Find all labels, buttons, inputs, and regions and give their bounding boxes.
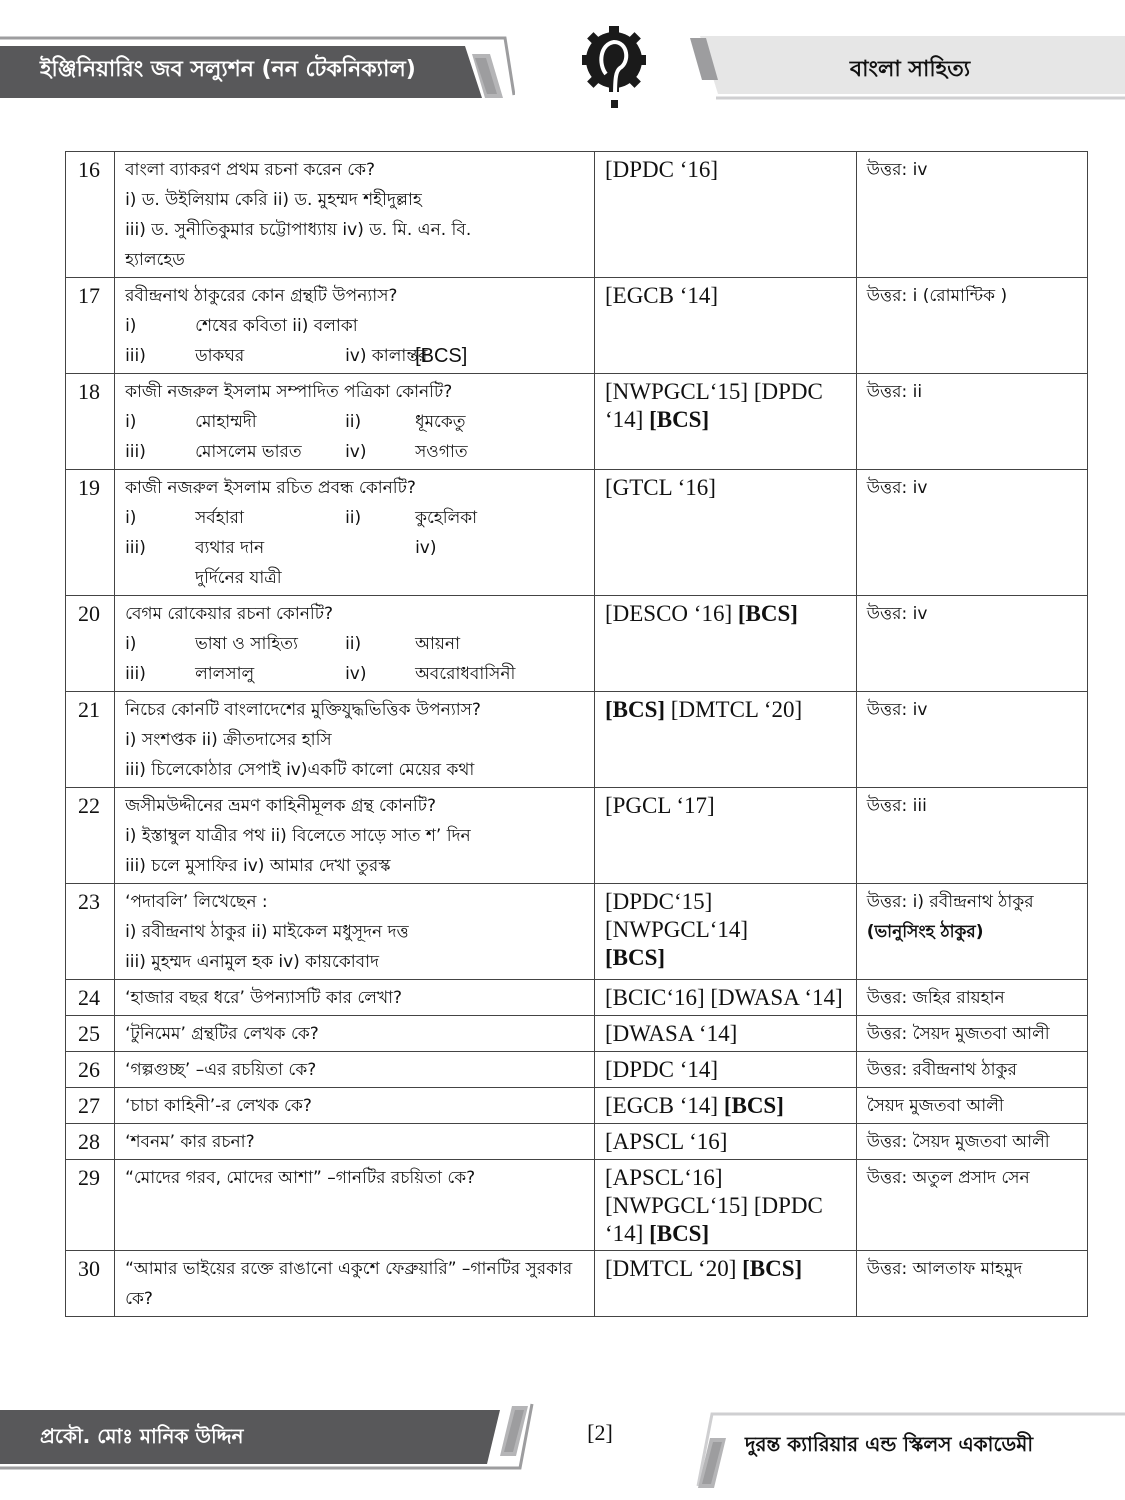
option-row [125,563,584,593]
source-cell [594,278,856,374]
option-row [125,341,584,371]
answer-cell [856,470,1087,596]
source-cell [594,152,856,278]
option-item: iv) [345,664,367,684]
question-cell [115,1124,595,1160]
question-text: ‘গল্পগুচ্ছ’ –এর রচয়িতা কে? [125,1060,317,1080]
option-row [125,659,584,689]
option-item: সওগাত [415,442,468,462]
source-text: [DMTCL ‘20] [604,1256,737,1281]
answer-text: উত্তর: অতুল প্রসাদ সেন [866,1168,1030,1188]
question-text: কাজী নজরুল ইসলাম সম্পাদিত পত্রিকা কোনটি? [125,382,453,402]
source-cell [594,884,856,980]
question-number: 18 [66,374,115,470]
option-item: i) [125,508,137,528]
option-item: iv) [415,538,437,558]
table-row [66,1251,1088,1317]
question-text: ‘শবনম’ কার রচনা? [125,1132,255,1152]
option-row [125,533,584,563]
table-row [66,374,1088,470]
option-line: i) রবীন্দ্রনাথ ঠাকুর ii) মাইকেল মধুসূদন দত্ত [125,922,409,942]
answer-cell [856,1016,1087,1052]
source-text: [DPDC ‘14] [604,1057,719,1082]
table-row [66,470,1088,596]
option-item: আয়না [415,634,460,654]
question-number: 21 [66,692,115,788]
question-text: “মোদের গরব, মোদের আশা” –গানটির রচয়িতা কে? [125,1168,476,1188]
question-number: 29 [66,1160,115,1251]
question-cell [115,692,595,788]
option-item: i) [125,316,137,336]
source-cell [594,470,856,596]
option-row [125,407,584,437]
option-item: শেষের কবিতা ii) বলাকা [195,316,358,336]
question-cell [115,278,595,374]
source-text: [DMTCL ‘20] [670,697,803,722]
source-text: [GTCL ‘16] [604,475,716,500]
option-item: ধূমকেতু [415,412,466,432]
question-number: 24 [66,980,115,1016]
question-number: 28 [66,1124,115,1160]
question-table-body [66,152,1088,1317]
answer-cell [856,1251,1087,1317]
option-item [345,533,415,563]
answer-cell [856,596,1087,692]
source-cell [594,692,856,788]
question-text: ‘চাচা কাহিনী’-র লেখক কে? [125,1096,312,1116]
source-text: [DESCO ‘16] [604,601,733,626]
option-line: iii) মুহম্মদ এনামুল হক iv) কায়কোবাদ [125,952,379,972]
answer-text: উত্তর: iv [866,700,928,720]
source-text: [EGCB ‘14] [604,283,719,308]
question-cell [115,1251,595,1317]
question-cell [115,374,595,470]
source-bcs-tag: [BCS] [742,1256,803,1281]
option-item: অবরোধবাসিনী [415,664,516,684]
table-row [66,596,1088,692]
option-item: দুর্দিনের যাত্রী [195,568,282,588]
answer-text: উত্তর: i (রোমান্টিক ) [866,286,1008,306]
option-item: i) [125,634,137,654]
question-cell [115,1088,595,1124]
source-text: [APSCL‘16][NWPGCL‘15] [DPDC ‘14] [604,1165,823,1246]
option-item: ব্যথার দান [195,538,265,558]
table-row [66,152,1088,278]
source-cell [594,980,856,1016]
footer-author: প্রকৌ. মোঃ মানিক উদ্দিন [40,1424,244,1448]
question-number: 20 [66,596,115,692]
answer-cell [856,152,1087,278]
option-item [345,311,415,341]
question-number: 17 [66,278,115,374]
question-number: 23 [66,884,115,980]
option-item: ii) [345,508,362,528]
gear-question-mark-icon [580,22,648,108]
table-row [66,278,1088,374]
answer-cell [856,980,1087,1016]
option-line: i) ইস্তাম্বুল যাত্রীর পথ ii) বিলেতে সাড়ে সাত শ’ দিন [125,826,471,846]
answer-text: উত্তর: i) রবীন্দ্রনাথ ঠাকুর [866,892,1034,912]
question-text: কাজী নজরুল ইসলাম রচিত প্রবন্ধ কোনটি? [125,478,416,498]
option-item: iv) [345,442,367,462]
source-text: [EGCB ‘14] [604,1093,719,1118]
source-bcs-tag: [BCS] [723,1093,784,1118]
option-item: iv) কালান্তর [345,346,428,366]
table-row [66,884,1088,980]
question-text: ‘টুনিমেম’ গ্রন্থটির লেখক কে? [125,1024,319,1044]
answer-text: উত্তর: সৈয়দ মুজতবা আলী [866,1024,1050,1044]
source-bcs-tag: [BCS] [649,1221,710,1246]
option-row [125,437,584,467]
source-cell [594,788,856,884]
answer-note: (ভানুসিংহ ঠাকুর) [866,922,984,942]
option-row [125,629,584,659]
question-text: বেগম রোকেয়ার রচনা কোনটি? [125,604,334,624]
question-cell [115,980,595,1016]
option-item [125,563,195,593]
answer-text: সৈয়দ মুজতবা আলী [866,1096,1004,1116]
option-item: iii) [125,664,146,684]
source-text: [DWASA ‘14] [604,1021,738,1046]
source-bcs-tag: [BCS] [737,601,798,626]
answer-cell [856,788,1087,884]
question-cell [115,596,595,692]
table-row [66,1124,1088,1160]
option-item: [BCS] [415,345,468,367]
option-item: ডাকঘর [195,346,245,366]
answer-text: উত্তর: আলতাফ মাহমুদ [866,1259,1023,1279]
table-row [66,1088,1088,1124]
question-number: 26 [66,1052,115,1088]
option-row [125,311,584,341]
source-bcs-tag: [BCS] [604,945,666,970]
question-cell [115,152,595,278]
question-cell [115,1016,595,1052]
option-item: লালসালু [195,664,255,684]
header-course-title: ইঞ্জিনিয়ারিং জব সল্যুশন (নন টেকনিক্যাল) [40,57,416,82]
option-item: মোসলেম ভারত [195,442,302,462]
answer-text: উত্তর: iii [866,796,927,816]
answer-text: উত্তর: সৈয়দ মুজতবা আলী [866,1132,1050,1152]
answer-cell [856,1052,1087,1088]
question-number: 30 [66,1251,115,1317]
answer-text: উত্তর: ii [866,382,923,402]
table-row [66,1016,1088,1052]
question-cell [115,788,595,884]
question-number: 25 [66,1016,115,1052]
source-cell [594,374,856,470]
option-item [345,563,415,593]
source-text: [DPDC ‘16] [604,157,719,182]
table-row [66,980,1088,1016]
footer-academy-name: দুরন্ত ক্যারিয়ার এন্ড স্কিলস একাডেমী [745,1432,1034,1456]
question-number: 22 [66,788,115,884]
source-text: [NWPGCL‘15] [DPDC ‘14] [604,379,823,432]
source-text: [NWPGCL‘14] [604,917,749,942]
question-text: “আমার ভাইয়ের রক্তে রাঙানো একুশে ফেব্রুয়ারি” –গানটির সুরকার কে? [125,1259,573,1309]
question-text: ‘হাজার বছর ধরে’ উপন্যাসটি কার লেখা? [125,988,403,1008]
question-table [65,151,1088,1317]
option-line: i) ড. উইলিয়াম কেরি ii) ড. মুহম্মদ শহীদুল্লাহ [125,190,422,210]
source-cell [594,1052,856,1088]
source-cell [594,1016,856,1052]
table-row [66,692,1088,788]
question-cell [115,1160,595,1251]
answer-text: উত্তর: iv [866,604,928,624]
question-text: জসীমউদ্দীনের ভ্রমণ কাহিনীমূলক গ্রন্থ কোনটি? [125,796,437,816]
table-row [66,1052,1088,1088]
source-text: [APSCL ‘16] [604,1129,728,1154]
option-item: i) [125,412,137,432]
source-text: [DPDC‘15] [604,889,713,914]
answer-cell [856,1088,1087,1124]
option-row [125,503,584,533]
option-item: iii) [125,538,146,558]
source-cell [594,596,856,692]
question-cell [115,470,595,596]
source-cell [594,1160,856,1251]
answer-cell [856,692,1087,788]
option-item: ভাষা ও সাহিত্য [195,634,298,654]
table-row [66,788,1088,884]
answer-text: উত্তর: iv [866,160,928,180]
source-cell [594,1124,856,1160]
question-number: 16 [66,152,115,278]
option-item [415,563,584,593]
answer-cell [856,1160,1087,1251]
option-item: কুহেলিকা [415,508,478,528]
answer-text: উত্তর: রবীন্দ্রনাথ ঠাকুর [866,1060,1017,1080]
header-subject-title: বাংলা সাহিত্য [849,57,971,82]
option-item: iii) [125,442,146,462]
answer-cell [856,374,1087,470]
option-line: iii) চলে মুসাফির iv) আমার দেখা তুরস্ক [125,856,391,876]
source-bcs-tag: [BCS] [604,697,666,722]
option-line: i) সংশপ্তক ii) ক্রীতদাসের হাসি [125,730,332,750]
source-cell [594,1251,856,1317]
source-bcs-tag: [BCS] [649,407,710,432]
question-text: বাংলা ব্যাকরণ প্রথম রচনা করেন কে? [125,160,376,180]
option-item: ii) [345,412,362,432]
option-item: ii) [345,634,362,654]
table-row [66,1160,1088,1251]
answer-text: উত্তর: জহির রায়হান [866,988,1005,1008]
option-item: মোহাম্মদী [195,412,257,432]
option-line: iii) চিলেকোঠার সেপাই iv)একটি কালো মেয়ের কথা [125,760,475,780]
source-cell [594,1088,856,1124]
option-line: হ্যালহেড [125,250,185,270]
answer-cell [856,1124,1087,1160]
question-cell [115,1052,595,1088]
question-text: রবীন্দ্রনাথ ঠাকুরের কোন গ্রন্থটি উপন্যাস? [125,286,398,306]
option-line: iii) ড. সুনীতিকুমার চট্টোপাধ্যায় iv) ড. মি. এন. বি. [125,220,472,240]
page-number: [2] [587,1420,613,1445]
option-item: iii) [125,346,146,366]
question-text: নিচের কোনটি বাংলাদেশের মুক্তিযুদ্ধভিত্তিক উপন্যাস? [125,700,481,720]
option-item [415,311,584,341]
question-number: 19 [66,470,115,596]
answer-cell [856,278,1087,374]
source-text: [BCIC‘16] [DWASA ‘14] [604,985,843,1010]
question-cell [115,884,595,980]
question-number: 27 [66,1088,115,1124]
source-text: [PGCL ‘17] [604,793,715,818]
question-text: ‘পদাবলি’ লিখেছেন : [125,892,268,912]
answer-cell [856,884,1087,980]
answer-text: উত্তর: iv [866,478,928,498]
option-item: সর্বহারা [195,508,244,528]
